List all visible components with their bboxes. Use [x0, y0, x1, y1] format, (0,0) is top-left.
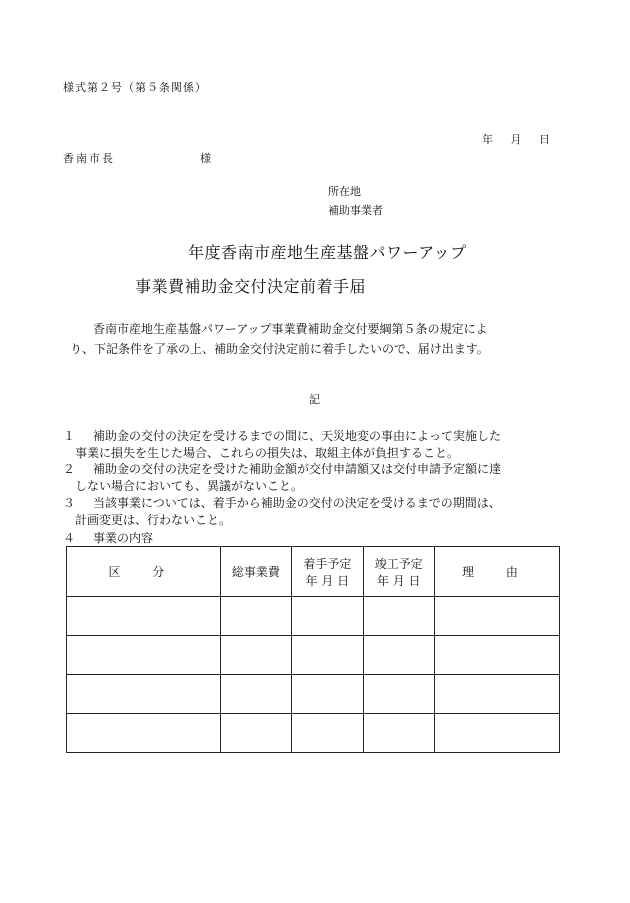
- table-cell[interactable]: [434, 714, 559, 753]
- condition-3-continued: 計画変更は、行わないこと。: [75, 513, 232, 527]
- condition-text: 当該事業については、着手から補助金の交付の決定を受けるまでの期間は、: [93, 496, 501, 510]
- condition-1: [63, 427, 501, 444]
- condition-text: 補助金の交付の決定を受けた補助金額が交付申請額又は交付申請予定額に達: [93, 462, 502, 476]
- table-cell[interactable]: [434, 636, 559, 675]
- table-cell[interactable]: [363, 597, 434, 636]
- table-cell[interactable]: [292, 675, 363, 714]
- header-start-date-format: 年 月 日: [305, 573, 350, 588]
- table-cell[interactable]: [220, 597, 291, 636]
- table-cell[interactable]: [67, 714, 221, 753]
- header-completion-date-label: 竣工予定: [374, 556, 423, 571]
- table-cell[interactable]: [220, 714, 291, 753]
- condition-2: [63, 460, 501, 477]
- applicant-label: 補助事業者: [328, 204, 383, 217]
- header-completion-date-format: 年 月 日: [376, 573, 421, 588]
- location-label: 所在地: [328, 185, 361, 198]
- section-number: ４: [63, 531, 76, 545]
- header-completion-date: [363, 547, 434, 597]
- ki-heading: 記: [309, 393, 320, 406]
- body-text-line1: 香南市産地生産基盤パワーアップ事業費補助金交付要綱第５条の規定によ: [93, 322, 488, 336]
- condition-text: 補助金の交付の決定を受けるまでの間に、天災地変の事由によって実施した: [93, 429, 502, 443]
- table-cell[interactable]: [363, 675, 434, 714]
- header-start-date: [292, 547, 363, 597]
- table-cell[interactable]: [434, 675, 559, 714]
- addressee-suffix: 様: [200, 152, 211, 165]
- table-row: [67, 636, 560, 675]
- table-cell[interactable]: [67, 675, 221, 714]
- table-cell[interactable]: [363, 636, 434, 675]
- condition-1-continued: 事業に損失を生じた場合、これらの損失は、取組主体が負担すること。: [75, 446, 460, 460]
- header-start-date-label: 着手予定: [303, 556, 352, 571]
- table-row: [67, 675, 560, 714]
- table-cell[interactable]: [434, 597, 559, 636]
- condition-number: ３: [63, 496, 76, 510]
- table-row: [67, 714, 560, 753]
- form-number: 様式第２号（第５条関係）: [63, 81, 207, 94]
- section-label: 事業の内容: [93, 531, 154, 545]
- table-cell[interactable]: [363, 714, 434, 753]
- table-cell[interactable]: [220, 636, 291, 675]
- table-cell[interactable]: [220, 675, 291, 714]
- table-header-row: [67, 547, 560, 597]
- header-category: 区 分: [67, 547, 221, 597]
- table-cell[interactable]: [67, 636, 221, 675]
- table-cell[interactable]: [67, 597, 221, 636]
- section-4-heading: [63, 529, 153, 546]
- body-text-line2: り、下記条件を了承の上、補助金交付決定前に着手したいので、届け出ます。: [70, 342, 489, 356]
- header-reason: 理 由: [434, 547, 559, 597]
- condition-number: １: [63, 429, 76, 443]
- table-cell[interactable]: [292, 636, 363, 675]
- table-row: [67, 597, 560, 636]
- document-title-line1: 年度香南市産地生産基盤パワーアップ: [188, 243, 467, 262]
- condition-number: ２: [63, 462, 76, 476]
- table-cell[interactable]: [292, 597, 363, 636]
- condition-2-continued: しない場合においても、異議がないこと。: [75, 479, 304, 493]
- addressee: 香南市長: [63, 152, 115, 165]
- header-total-cost: 総事業費: [220, 547, 291, 597]
- date-line: 年 月 日: [482, 133, 550, 146]
- document-title-line2: 事業費補助金交付決定前着手届: [135, 277, 367, 296]
- project-content-table: [66, 546, 560, 753]
- table-cell[interactable]: [292, 714, 363, 753]
- condition-3: [63, 494, 501, 511]
